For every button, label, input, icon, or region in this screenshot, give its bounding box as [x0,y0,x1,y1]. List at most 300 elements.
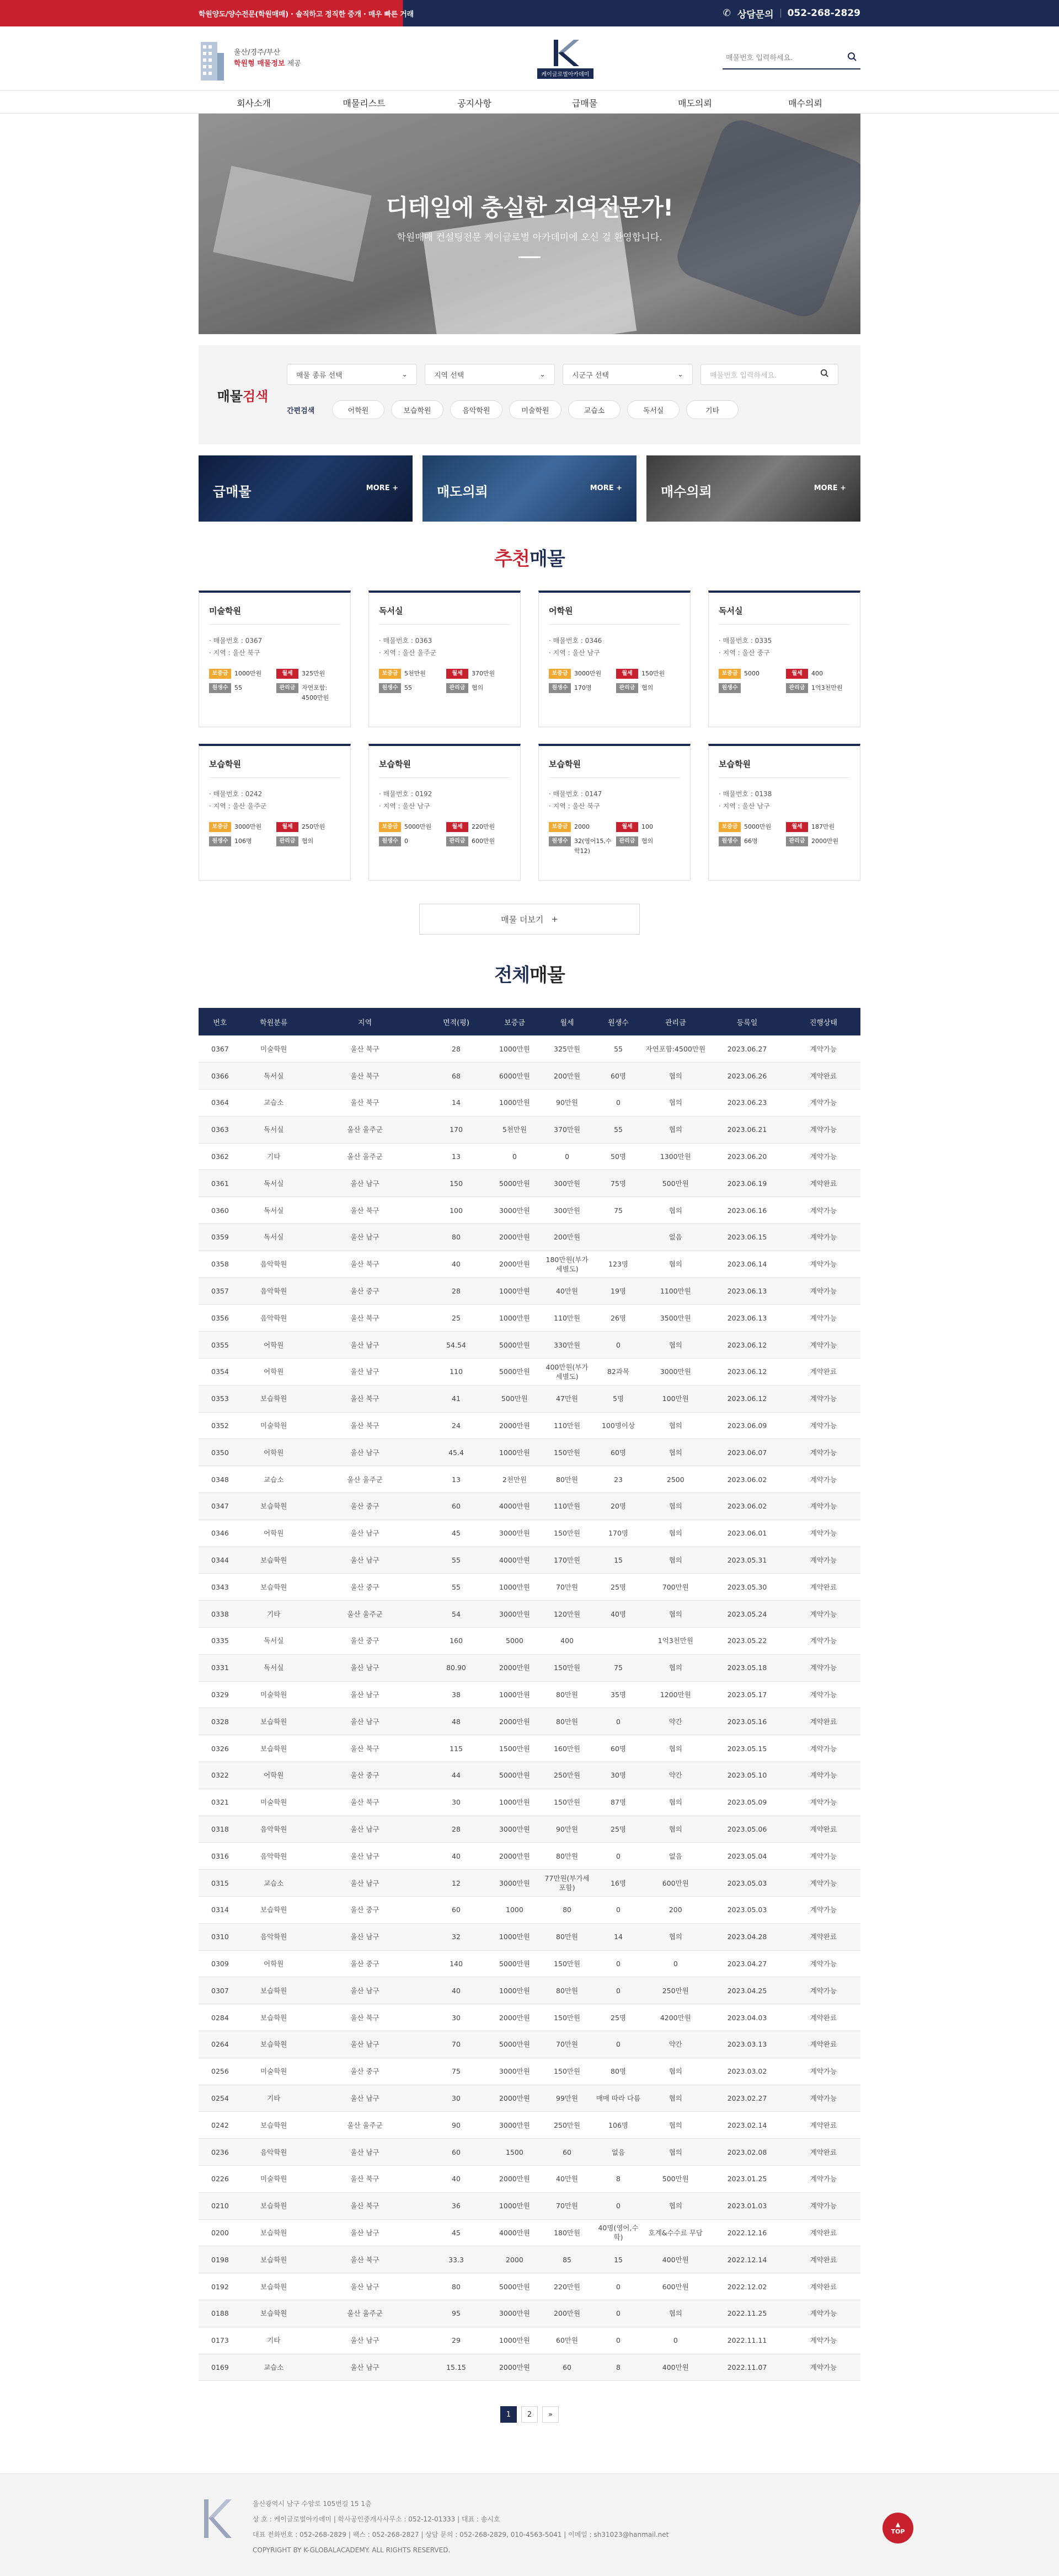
table-cell: 100만원 [643,1385,708,1412]
table-cell: 38 [424,1681,489,1708]
table-cell: 82과목 [593,1359,644,1386]
table-cell: 음악학원 [242,1923,306,1950]
table-row[interactable] [199,2112,860,2139]
table-cell: 협의 [643,1197,708,1224]
card-listing-no: · 매물번호 : 0346 [549,635,680,647]
table-row[interactable] [199,2058,860,2085]
table-row[interactable] [199,1035,860,1062]
table-cell: 2023.03.13 [708,2031,787,2058]
table-cell: 0 [593,1090,644,1117]
chip-other[interactable]: 기타 [686,400,739,419]
card-students: 55 [404,684,412,691]
table-cell: 80 [424,2273,489,2300]
chevron-down-icon: ⌄ [677,370,683,379]
table-row[interactable] [199,1090,860,1117]
select-district[interactable] [563,364,693,385]
table-cell: 울산 북구 [306,1412,424,1439]
table-cell: 울산 북구 [306,1090,424,1117]
table-cell: 울산 울주군 [306,1601,424,1628]
table-cell: 교습소 [242,2354,306,2381]
table-cell: 15 [593,2246,644,2273]
table-cell: 60 [541,2354,593,2381]
table-cell: 울산 북구 [306,1735,424,1762]
table-cell: 교습소 [242,1090,306,1117]
table-cell: 협의 [643,1493,708,1520]
table-cell: 2022.11.25 [708,2300,787,2327]
table-cell: 2023.06.09 [708,1412,787,1439]
table-row[interactable] [199,2139,860,2166]
banner-buy-request[interactable] [646,455,860,522]
table-cell: 울산 북구 [306,2004,424,2031]
table-row[interactable] [199,1816,860,1843]
card-meta [549,788,680,812]
table-cell: 보습학원 [242,2300,306,2327]
table-cell: 0328 [199,1708,242,1735]
card-fee: 1억3천만원 [811,684,843,691]
card-listing-no: · 매물번호 : 0192 [379,788,510,800]
table-cell: 1000만원 [488,1681,541,1708]
keyword-search-field[interactable] [700,364,838,385]
table-cell: 0256 [199,2058,242,2085]
table-cell: 2022.12.02 [708,2273,787,2300]
table-cell: 0367 [199,1035,242,1062]
table-cell: 80만원 [541,1708,593,1735]
table-cell: 0331 [199,1654,242,1681]
chip-language[interactable]: 어학원 [332,400,384,419]
table-cell: 울산 남구 [306,1843,424,1870]
header-search-input[interactable] [726,54,836,62]
search-icon[interactable] [820,369,829,380]
card-deposit: 5000만원 [404,823,432,830]
table-cell: 5000만원 [488,1332,541,1359]
table-row[interactable] [199,1628,860,1655]
table-cell: 50명 [593,1143,644,1170]
table-cell: 2023.06.07 [708,1439,787,1466]
table-row[interactable] [199,2219,860,2246]
table-cell: 울산 남구 [306,2354,424,2381]
table-cell: 협의 [643,2192,708,2219]
table-cell: 70만원 [541,1574,593,1601]
table-cell: 보습학원 [242,2031,306,2058]
card-prices [719,822,850,846]
table-cell: 0321 [199,1789,242,1816]
table-cell: 200 [643,1897,708,1924]
table-row[interactable] [199,2004,860,2031]
fee-badge: 관리금 [786,836,808,846]
table-cell: 0 [593,1332,644,1359]
table-cell: 2000만원 [488,2165,541,2192]
table-cell: 40만원 [541,1278,593,1305]
column-header: 원생수 [593,1008,644,1035]
page-next[interactable]: » [542,2406,559,2423]
table-cell: 자연포함:4500만원 [643,1035,708,1062]
table-cell: 16명 [593,1870,644,1897]
table-cell: 60명 [593,1735,644,1762]
table-cell: 울산 중구 [306,1493,424,1520]
table-row[interactable] [199,1520,860,1547]
table-cell: 2000만원 [488,1412,541,1439]
table-row[interactable] [199,1681,860,1708]
table-row[interactable] [199,1412,860,1439]
card-prices [719,669,850,693]
scroll-top-button[interactable] [882,2513,913,2543]
nav-notice[interactable]: 공지사항 [457,98,491,109]
table-cell: 41 [424,1385,489,1412]
table-cell: 계약가능 [787,1735,860,1762]
deposit-badge: 보증금 [719,669,741,679]
table-cell: 87명 [593,1789,644,1816]
table-cell: 계약완료 [787,1574,860,1601]
table-cell: 70 [424,2031,489,2058]
card-deposit: 3000만원 [234,823,262,830]
table-cell: 계약완료 [787,1923,860,1950]
select-listing-type[interactable] [287,364,417,385]
card-listing-no: · 매물번호 : 0138 [719,788,850,800]
table-row[interactable] [199,2273,860,2300]
table-cell: 미술학원 [242,1035,306,1062]
footer-address: 울산광역시 남구 수암로 105번길 15 1층 [253,2500,372,2508]
table-row[interactable] [199,1143,860,1170]
card-listing-no: · 매물번호 : 0363 [379,635,510,647]
table-cell: 계약가능 [787,1439,860,1466]
table-cell: 2023.06.19 [708,1170,787,1197]
listing-card[interactable] [368,744,521,881]
table-cell: 기타 [242,1143,306,1170]
table-row[interactable] [199,1950,860,1977]
table-row[interactable] [199,1224,860,1251]
listing-card[interactable] [538,744,691,881]
table-row[interactable] [199,1116,860,1143]
table-cell: 1300만원 [643,1143,708,1170]
table-cell: 계약가능 [787,1520,860,1547]
table-row[interactable] [199,1305,860,1332]
site-logo[interactable] [510,39,621,79]
table-cell [593,1628,644,1655]
card-meta [209,635,340,659]
table-cell: 계약가능 [787,1843,860,1870]
table-cell: 울산 남구 [306,1170,424,1197]
table-cell: 2022.12.16 [708,2219,787,2246]
table-cell: 미술학원 [242,2058,306,2085]
table-cell: 1000만원 [488,2192,541,2219]
card-prices [379,822,510,846]
table-row[interactable] [199,1923,860,1950]
card-meta [719,788,850,812]
table-cell: 150 [424,1170,489,1197]
table-cell: 0 [593,2273,644,2300]
table-row[interactable] [199,2354,860,2381]
table-cell: 0 [593,2327,644,2354]
table-cell: 계약가능 [787,1143,860,1170]
search-title-red: 검색 [243,388,269,404]
table-cell: 140 [424,1950,489,1977]
table-cell: 독서실 [242,1062,306,1090]
table-cell: 1500 [488,2139,541,2166]
table-cell: 100 [424,1197,489,1224]
table-cell: 150만원 [541,1950,593,1977]
card-students: 32(영어15,수학12) [574,838,612,855]
table-cell: 미술학원 [242,1412,306,1439]
table-cell: 70만원 [541,2192,593,2219]
table-cell: 울산 북구 [306,1385,424,1412]
table-cell: 협의 [643,1412,708,1439]
table-cell: 80만원 [541,1843,593,1870]
table-row[interactable] [199,1493,860,1520]
notice-text [199,8,414,19]
students-badge: 원생수 [549,836,571,846]
brand-tagline [234,47,301,69]
page-1[interactable]: 1 [500,2406,517,2423]
deposit-badge: 보증금 [549,669,571,679]
hero-banner [199,114,860,334]
table-cell: 울산 북구 [306,1035,424,1062]
table-row[interactable] [199,1278,860,1305]
table-row[interactable] [199,1843,860,1870]
table-cell: 5천만원 [488,1116,541,1143]
all-listings-title [0,960,1059,987]
table-cell: 5000만원 [488,2273,541,2300]
table-row[interactable] [199,1251,860,1278]
table-cell: 400만원 [643,2354,708,2381]
banner-sell-request[interactable] [422,455,637,522]
table-row[interactable] [199,2085,860,2112]
listing-card[interactable] [199,744,351,881]
card-category: 보습학원 [719,758,850,778]
nav-urgent[interactable]: 급매물 [571,98,598,109]
table-row[interactable] [199,1385,860,1412]
table-cell: 2023.06.02 [708,1466,787,1493]
banner-more: MORE + [366,484,398,492]
chip-study-room[interactable]: 교습소 [568,400,621,419]
plus-icon: + [551,914,558,924]
page-2[interactable]: 2 [521,2406,538,2423]
table-cell: 5000 [488,1628,541,1655]
table-cell: 80만원 [541,1923,593,1950]
table-cell: 4000만원 [488,1547,541,1574]
fee-badge: 관리금 [446,836,468,846]
table-cell: 2000만원 [488,1654,541,1681]
table-row[interactable] [199,1197,860,1224]
table-cell: 0307 [199,1977,242,2004]
table-row[interactable] [199,1762,860,1789]
table-header-row [199,1008,860,1035]
table-cell: 60 [541,2139,593,2166]
table-cell: 2000 [488,2246,541,2273]
footer-info [253,2496,668,2558]
card-listing-no: · 매물번호 : 0147 [549,788,680,800]
table-cell: 20명 [593,1493,644,1520]
table-cell: 0354 [199,1359,242,1386]
table-row[interactable] [199,1062,860,1090]
table-cell: 15 [593,1547,644,1574]
listing-card[interactable] [368,591,521,727]
table-row[interactable] [199,1439,860,1466]
monthly-badge: 월세 [446,669,468,679]
column-header: 면적(평) [424,1008,489,1035]
table-row[interactable] [199,1547,860,1574]
table-cell: 60명 [593,1439,644,1466]
table-cell: 2023.02.27 [708,2085,787,2112]
table-row[interactable] [199,1601,860,1628]
table-row[interactable] [199,2165,860,2192]
column-header: 학원분류 [242,1008,306,1035]
table-cell: 26명 [593,1305,644,1332]
table-row[interactable] [199,2192,860,2219]
nav-listings[interactable]: 매물리스트 [343,98,386,109]
table-row[interactable] [199,2300,860,2327]
table-cell: 110 [424,1359,489,1386]
table-cell: 250만원 [643,1977,708,2004]
table-cell: 음악학원 [242,1278,306,1305]
chip-music[interactable]: 음악학원 [450,400,502,419]
table-cell: 15.15 [424,2354,489,2381]
more-listings-button[interactable] [419,904,640,935]
card-students: 0 [404,838,408,845]
k-logo-icon [546,39,585,67]
table-cell: 교습소 [242,1466,306,1493]
arrow-up-icon: ▲ [895,2521,901,2529]
table-cell: 계약가능 [787,1789,860,1816]
chip-art[interactable]: 미술학원 [509,400,561,419]
chip-tutoring[interactable]: 보습학원 [391,400,443,419]
table-cell: 0348 [199,1466,242,1493]
table-row[interactable] [199,1574,860,1601]
table-cell: 30 [424,2085,489,2112]
table-row[interactable] [199,1332,860,1359]
listing-card[interactable] [708,744,860,881]
brand-left [199,36,408,80]
table-row[interactable] [199,1735,860,1762]
table-cell: 없음 [643,1843,708,1870]
table-cell: 150만원 [541,2058,593,2085]
table-cell: 220만원 [541,2273,593,2300]
table-row[interactable] [199,1654,860,1681]
tagline-strong: 학원형 매물정보 [234,60,285,68]
recommend-grid [199,591,860,881]
table-cell: 2023.04.28 [708,1923,787,1950]
table-cell: 170명 [593,1520,644,1547]
table-cell: 1000만원 [488,1923,541,1950]
monthly-badge: 월세 [616,669,638,679]
table-cell: 음악학원 [242,1305,306,1332]
search-panel-title [199,345,287,444]
table-cell: 계약완료 [787,2139,860,2166]
contact-box[interactable] [723,7,860,20]
table-cell: 1000만원 [488,1789,541,1816]
table-cell: 울산 남구 [306,2219,424,2246]
card-listing-no: · 매물번호 : 0242 [209,788,340,800]
listing-card[interactable] [538,591,691,727]
table-cell: 계약완료 [787,2112,860,2139]
table-cell: 0 [593,1843,644,1870]
table-row[interactable] [199,2031,860,2058]
table-row[interactable] [199,2327,860,2354]
card-prices [549,669,680,693]
table-cell: 115 [424,1735,489,1762]
table-cell: 울산 남구 [306,2031,424,2058]
table-cell: 약간 [643,1762,708,1789]
table-cell: 110만원 [541,1412,593,1439]
fee-badge: 관리금 [276,836,298,846]
table-cell: 330만원 [541,1332,593,1359]
column-header: 지역 [306,1008,424,1035]
table-row[interactable] [199,1708,860,1735]
quick-search-label: 간편검색 [287,406,315,415]
table-cell: 170만원 [541,1547,593,1574]
table-cell: 120만원 [541,1601,593,1628]
table-cell: 75명 [593,1170,644,1197]
table-cell: 독서실 [242,1224,306,1251]
chip-reading-room[interactable]: 독서실 [627,400,680,419]
table-row[interactable] [199,1977,860,2004]
banner-urgent[interactable] [199,455,413,522]
table-row[interactable] [199,1870,860,1897]
table-cell: 울산 북구 [306,2165,424,2192]
search-icon[interactable] [847,52,857,64]
card-students: 106명 [234,838,252,845]
nav-company[interactable]: 회사소개 [237,98,271,109]
select-region[interactable] [425,364,555,385]
table-row[interactable] [199,1466,860,1493]
footer-contacts: 대표 전화번호 : 052-268-2829 | 팩스 : 052-268-2827 | 상담 문의 : 052-268-2829, 010-4563-5041 | 이메일 : sh31023@hanmail.net [253,2531,669,2539]
table-cell: 계약가능 [787,1305,860,1332]
table-cell: 계약가능 [787,2192,860,2219]
table-cell: 계약완료 [787,2219,860,2246]
table-row[interactable] [199,2246,860,2273]
table-cell: 계약가능 [787,1601,860,1628]
table-cell: 울산 남구 [306,2139,424,2166]
table-cell: 0 [593,2031,644,2058]
table-cell: 2023.05.03 [708,1897,787,1924]
table-cell: 계약완료 [787,2004,860,2031]
table-cell: 0346 [199,1520,242,1547]
table-row[interactable] [199,1789,860,1816]
table-cell: 약간 [643,2031,708,2058]
card-monthly: 187만원 [811,823,835,830]
deposit-badge: 보증금 [209,822,231,832]
table-cell: 6000만원 [488,1062,541,1090]
table-cell: 30 [424,2004,489,2031]
card-area: · 지역 : 울산 남구 [719,800,850,812]
listings-table [199,1008,860,2381]
contact-phone[interactable]: 052-268-2829 [787,8,860,19]
table-cell: 어학원 [242,1762,306,1789]
table-cell: 2023.05.16 [708,1708,787,1735]
listing-search-panel [199,345,860,444]
table-row[interactable] [199,1359,860,1386]
table-row[interactable] [199,1897,860,1924]
table-cell: 77만원(부가세포함) [541,1870,593,1897]
table-cell: 160만원 [541,1735,593,1762]
nav-sell-request[interactable]: 매도의뢰 [678,98,712,109]
quick-banners [199,455,860,522]
table-row[interactable] [199,1170,860,1197]
table-cell: 8 [593,2165,644,2192]
table-cell: 3000만원 [488,1520,541,1547]
nav-buy-request[interactable]: 매수의뢰 [788,98,822,109]
table-cell: 0329 [199,1681,242,1708]
listing-card[interactable] [199,591,351,727]
table-cell: 협의 [643,2058,708,2085]
table-cell: 28 [424,1035,489,1062]
card-category: 보습학원 [549,758,680,778]
table-cell: 150만원 [541,2004,593,2031]
table-cell: 0188 [199,2300,242,2327]
table-cell: 울산 남구 [306,1520,424,1547]
listing-card[interactable] [708,591,860,727]
card-students: 55 [234,684,242,691]
card-meta [379,788,510,812]
